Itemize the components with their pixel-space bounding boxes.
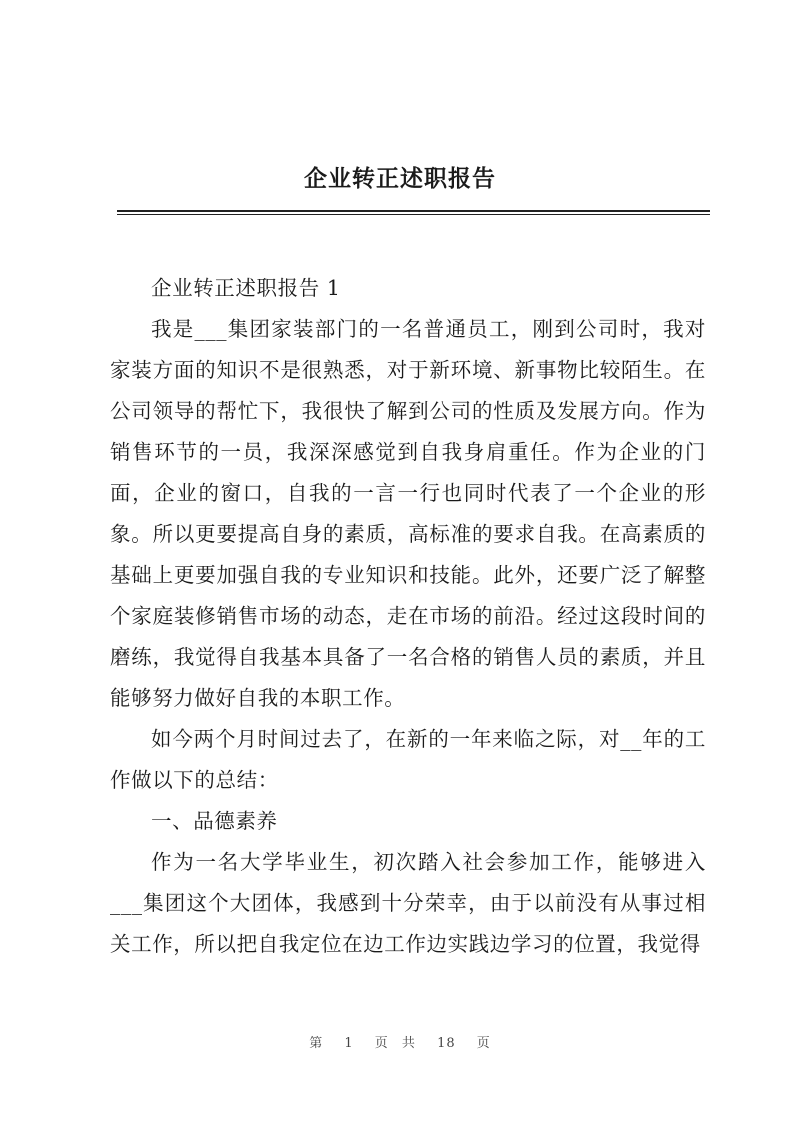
body-paragraph: 我是___集团家装部门的一名普通员工，刚到公司时，我对家装方面的知识不是很熟悉，对于新环境、新事物比较陌生。在公司领导的帮忙下，我很快了解到公司的性质及发展方向。作为销售环节的一员，我深深感觉到自我身肩重任。作为企业的门面，企业的窗口，自我的一言一行也同时代表了一个企业的形象。所以更要提高自身的素质，高标准的要求自我。在高素质的基础上更要加强自我的专业知识和技能。此外，还要广泛了解整个家庭装修销售市场的动态，走在市场的前沿。经过这段时间的磨练，我觉得自我基本具备了一名合格的销售人员的素质，并且能够努力做好自我的本职工作。 [110, 317, 706, 710]
document-title: 企业转正述职报告 [304, 165, 496, 192]
subsection-heading: 一、品德素养 [151, 809, 278, 833]
title-divider [117, 210, 710, 215]
footer-middle: 页 共 [374, 1036, 416, 1051]
document-body [110, 268, 706, 965]
body-paragraph: 作为一名大学毕业生，初次踏入社会参加工作，能够进入___集团这个大团体，我感到十分荣幸，由于以前没有从事过相关工作，所以把自我定位在边工作边实践边学习的位置，我觉得 [110, 850, 706, 956]
footer-prefix: 第 [309, 1036, 324, 1051]
page-footer [0, 1032, 800, 1051]
section-heading: 企业转正述职报告 1 [151, 276, 341, 300]
footer-current-page: 1 [344, 1036, 354, 1051]
body-paragraph: 如今两个月时间过去了，在新的一年来临之际，对__年的工作做以下的总结： [110, 727, 706, 792]
footer-suffix: 页 [476, 1036, 491, 1051]
footer-total-pages: 18 [437, 1036, 456, 1051]
